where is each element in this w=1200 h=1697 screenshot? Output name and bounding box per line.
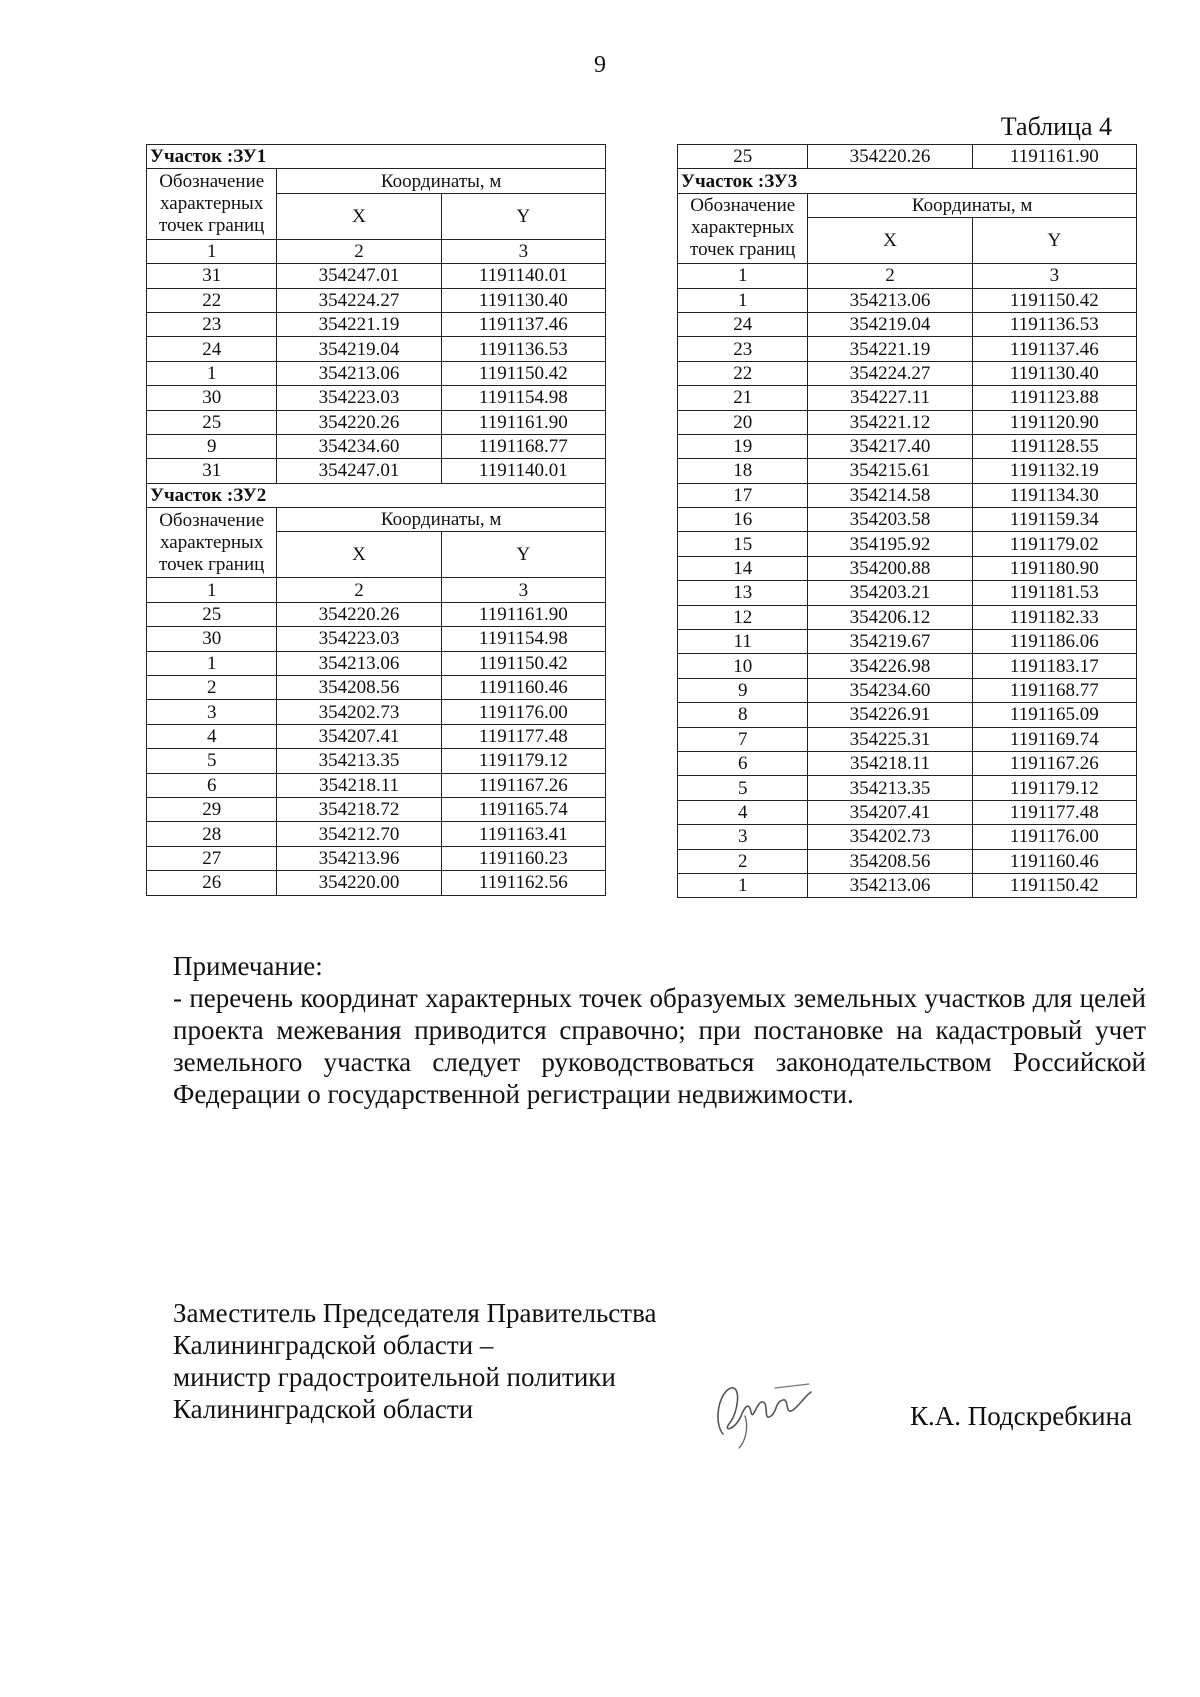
x-value: 354219.67 (808, 630, 972, 654)
x-value: 354247.01 (277, 459, 441, 483)
point-number: 30 (147, 627, 277, 651)
x-value: 354247.01 (277, 264, 441, 288)
y-value: 1191176.00 (972, 825, 1136, 849)
point-number: 24 (147, 337, 277, 361)
point-number: 11 (678, 630, 808, 654)
x-value: 354215.61 (808, 459, 972, 483)
y-value: 1191167.26 (441, 773, 605, 797)
x-value: 354219.04 (277, 337, 441, 361)
y-value: 1191137.46 (972, 337, 1136, 361)
table-row (678, 776, 1137, 800)
y-value: 1191161.90 (972, 145, 1136, 169)
y-value: 1191177.48 (972, 800, 1136, 824)
point-number: 20 (678, 410, 808, 434)
table-row (678, 556, 1137, 580)
point-number: 27 (147, 846, 277, 870)
point-number: 9 (147, 434, 277, 458)
column-number: 2 (277, 239, 441, 263)
point-number: 2 (678, 849, 808, 873)
table-row (678, 145, 1137, 169)
point-number: 23 (678, 337, 808, 361)
y-value: 1191150.42 (441, 651, 605, 675)
y-value: 1191182.33 (972, 605, 1136, 629)
point-number: 7 (678, 727, 808, 751)
x-value: 354234.60 (277, 434, 441, 458)
table-row (147, 773, 606, 797)
table-row (678, 800, 1137, 824)
x-value: 354220.26 (277, 602, 441, 626)
point-number: 5 (678, 776, 808, 800)
point-number: 12 (678, 605, 808, 629)
y-value: 1191132.19 (972, 459, 1136, 483)
plot-title: Участок :ЗУ1 (147, 145, 606, 169)
table-label: Таблица 4 (1000, 112, 1112, 141)
table-row (147, 749, 606, 773)
point-number: 9 (678, 678, 808, 702)
y-value: 1191181.53 (972, 581, 1136, 605)
table-row (678, 386, 1137, 410)
point-number: 31 (147, 264, 277, 288)
point-number: 6 (678, 751, 808, 775)
designation-header: Обозначение характерных точек границ (678, 193, 808, 263)
x-value: 354218.11 (277, 773, 441, 797)
y-value: 1191160.23 (441, 846, 605, 870)
column-number: 3 (441, 578, 605, 602)
table-row (678, 459, 1137, 483)
table-row (678, 727, 1137, 751)
point-number: 21 (678, 386, 808, 410)
point-number: 1 (147, 651, 277, 675)
point-number: 25 (147, 410, 277, 434)
table-row (678, 849, 1137, 873)
header-row (147, 169, 606, 193)
point-number: 25 (678, 145, 808, 169)
table-row (147, 312, 606, 336)
table-row (678, 703, 1137, 727)
y-value: 1191167.26 (972, 751, 1136, 775)
table-row (678, 678, 1137, 702)
point-number: 25 (147, 602, 277, 626)
y-value: 1191168.77 (972, 678, 1136, 702)
header-row (678, 193, 1137, 217)
y-value: 1191176.00 (441, 700, 605, 724)
table-row (147, 676, 606, 700)
point-number: 4 (147, 724, 277, 748)
position-line: Калининградской области (173, 1394, 474, 1424)
table-row (147, 822, 606, 846)
point-number: 24 (678, 312, 808, 336)
x-value: 354220.00 (277, 871, 441, 895)
x-value: 354221.12 (808, 410, 972, 434)
y-value: 1191163.41 (441, 822, 605, 846)
x-value: 354213.35 (808, 776, 972, 800)
point-number: 8 (678, 703, 808, 727)
x-value: 354214.58 (808, 483, 972, 507)
coordinates-header: Координаты, м (808, 193, 1137, 217)
y-value: 1191160.46 (972, 849, 1136, 873)
column-number: 1 (147, 239, 277, 263)
y-value: 1191169.74 (972, 727, 1136, 751)
x-value: 354224.27 (808, 361, 972, 385)
y-value: 1191168.77 (441, 434, 605, 458)
x-value: 354213.06 (277, 361, 441, 385)
y-value: 1191154.98 (441, 386, 605, 410)
table-row (147, 724, 606, 748)
y-header: Y (441, 532, 605, 578)
x-value: 354202.73 (277, 700, 441, 724)
x-value: 354226.91 (808, 703, 972, 727)
point-number: 3 (147, 700, 277, 724)
point-number: 1 (147, 361, 277, 385)
x-value: 354225.31 (808, 727, 972, 751)
point-number: 23 (147, 312, 277, 336)
column-number: 2 (808, 264, 972, 288)
y-value: 1191123.88 (972, 386, 1136, 410)
y-value: 1191179.02 (972, 532, 1136, 556)
x-value: 354207.41 (277, 724, 441, 748)
point-number: 15 (678, 532, 808, 556)
column-number-row (147, 578, 606, 602)
y-value: 1191136.53 (441, 337, 605, 361)
point-number: 5 (147, 749, 277, 773)
y-value: 1191160.46 (441, 676, 605, 700)
y-value: 1191179.12 (441, 749, 605, 773)
point-number: 3 (678, 825, 808, 849)
plot-title-row (147, 483, 606, 507)
y-value: 1191177.48 (441, 724, 605, 748)
x-value: 354208.56 (808, 849, 972, 873)
point-number: 1 (678, 288, 808, 312)
y-value: 1191154.98 (441, 627, 605, 651)
x-value: 354224.27 (277, 288, 441, 312)
x-value: 354195.92 (808, 532, 972, 556)
designation-header: Обозначение характерных точек границ (147, 508, 277, 578)
x-value: 354202.73 (808, 825, 972, 849)
coordinates-table-left (146, 144, 606, 896)
designation-header: Обозначение характерных точек границ (147, 169, 277, 239)
x-value: 354221.19 (808, 337, 972, 361)
x-value: 354213.06 (808, 288, 972, 312)
x-value: 354206.12 (808, 605, 972, 629)
table-row (678, 825, 1137, 849)
y-value: 1191186.06 (972, 630, 1136, 654)
y-value: 1191134.30 (972, 483, 1136, 507)
x-value: 354208.56 (277, 676, 441, 700)
table-row (678, 483, 1137, 507)
column-number: 1 (678, 264, 808, 288)
point-number: 2 (147, 676, 277, 700)
x-header: X (808, 218, 972, 264)
handwritten-signature (705, 1372, 815, 1452)
plot-title: Участок :ЗУ3 (678, 169, 1137, 193)
x-value: 354223.03 (277, 386, 441, 410)
table-row (678, 434, 1137, 458)
point-number: 10 (678, 654, 808, 678)
x-value: 354212.70 (277, 822, 441, 846)
x-value: 354219.04 (808, 312, 972, 336)
point-number: 1 (678, 873, 808, 897)
plot-title-row (147, 145, 606, 169)
point-number: 6 (147, 773, 277, 797)
coordinates-table-right (677, 144, 1137, 898)
table-row (678, 751, 1137, 775)
note (173, 950, 1146, 1110)
y-value: 1191165.74 (441, 797, 605, 821)
point-number: 31 (147, 459, 277, 483)
table-row (678, 605, 1137, 629)
header-row (147, 508, 606, 532)
point-number: 19 (678, 434, 808, 458)
x-value: 354213.96 (277, 846, 441, 870)
x-value: 354227.11 (808, 386, 972, 410)
table-row (147, 627, 606, 651)
x-value: 354218.72 (277, 797, 441, 821)
column-number: 3 (441, 239, 605, 263)
table-row (147, 361, 606, 385)
y-header: Y (972, 218, 1136, 264)
table-row (147, 700, 606, 724)
coordinates-header: Координаты, м (277, 169, 606, 193)
point-number: 29 (147, 797, 277, 821)
y-value: 1191140.01 (441, 459, 605, 483)
y-value: 1191161.90 (441, 410, 605, 434)
y-value: 1191150.42 (441, 361, 605, 385)
y-value: 1191128.55 (972, 434, 1136, 458)
position-line: Калининградской области – (173, 1330, 494, 1360)
y-value: 1191120.90 (972, 410, 1136, 434)
table-row (147, 651, 606, 675)
y-value: 1191137.46 (441, 312, 605, 336)
table-row (147, 602, 606, 626)
x-value: 354218.11 (808, 751, 972, 775)
y-value: 1191165.09 (972, 703, 1136, 727)
y-value: 1191161.90 (441, 602, 605, 626)
point-number: 14 (678, 556, 808, 580)
y-value: 1191130.40 (441, 288, 605, 312)
note-text: - перечень координат характерных точек образуемых земельных участков для целей проекта межевания приводится справочно; при постановке на кадастровый учет земельного участка следует руководствоваться законодательством Российской Федерации о государственной регистрации недвижимости. (173, 983, 1146, 1109)
column-number-row (147, 239, 606, 263)
signatory-position (173, 1297, 656, 1425)
point-number: 16 (678, 508, 808, 532)
y-value: 1191136.53 (972, 312, 1136, 336)
table-row (678, 532, 1137, 556)
column-number: 2 (277, 578, 441, 602)
table-row (147, 410, 606, 434)
point-number: 17 (678, 483, 808, 507)
y-value: 1191183.17 (972, 654, 1136, 678)
table-row (678, 288, 1137, 312)
coordinates-header: Координаты, м (277, 508, 606, 532)
table-row (678, 654, 1137, 678)
page-number: 9 (594, 52, 606, 78)
x-value: 354221.19 (277, 312, 441, 336)
y-value: 1191162.56 (441, 871, 605, 895)
table-row (678, 312, 1137, 336)
y-header: Y (441, 193, 605, 239)
note-title: Примечание: (173, 951, 323, 981)
table-row (678, 630, 1137, 654)
table-row (147, 337, 606, 361)
y-value: 1191179.12 (972, 776, 1136, 800)
x-header: X (277, 193, 441, 239)
x-header: X (277, 532, 441, 578)
point-number: 30 (147, 386, 277, 410)
point-number: 22 (678, 361, 808, 385)
x-value: 354203.21 (808, 581, 972, 605)
table-row (678, 508, 1137, 532)
position-line: министр градостроительной политики (173, 1362, 616, 1392)
table-row (147, 434, 606, 458)
y-value: 1191140.01 (441, 264, 605, 288)
point-number: 4 (678, 800, 808, 824)
x-value: 354217.40 (808, 434, 972, 458)
x-value: 354213.06 (808, 873, 972, 897)
x-value: 354226.98 (808, 654, 972, 678)
x-value: 354200.88 (808, 556, 972, 580)
table-row (678, 361, 1137, 385)
x-value: 354234.60 (808, 678, 972, 702)
table-row (147, 871, 606, 895)
point-number: 26 (147, 871, 277, 895)
point-number: 22 (147, 288, 277, 312)
plot-title: Участок :ЗУ2 (147, 483, 606, 507)
table-row (147, 797, 606, 821)
point-number: 18 (678, 459, 808, 483)
column-number: 3 (972, 264, 1136, 288)
column-number-row (678, 264, 1137, 288)
x-value: 354213.35 (277, 749, 441, 773)
position-line: Заместитель Председателя Правительства (173, 1298, 657, 1328)
column-number: 1 (147, 578, 277, 602)
signatory-name: К.А. Подскребкина (909, 1401, 1132, 1431)
y-value: 1191130.40 (972, 361, 1136, 385)
x-value: 354223.03 (277, 627, 441, 651)
x-value: 354203.58 (808, 508, 972, 532)
table-row (147, 459, 606, 483)
table-row (678, 581, 1137, 605)
table-row (147, 264, 606, 288)
x-value: 354207.41 (808, 800, 972, 824)
table-row (678, 337, 1137, 361)
table-row (147, 288, 606, 312)
y-value: 1191159.34 (972, 508, 1136, 532)
table-row (147, 846, 606, 870)
point-number: 28 (147, 822, 277, 846)
point-number: 13 (678, 581, 808, 605)
x-value: 354220.26 (277, 410, 441, 434)
y-value: 1191150.42 (972, 873, 1136, 897)
table-row (147, 386, 606, 410)
x-value: 354213.06 (277, 651, 441, 675)
table-row (678, 410, 1137, 434)
x-value: 354220.26 (808, 145, 972, 169)
y-value: 1191150.42 (972, 288, 1136, 312)
table-row (678, 873, 1137, 897)
y-value: 1191180.90 (972, 556, 1136, 580)
plot-title-row (678, 169, 1137, 193)
